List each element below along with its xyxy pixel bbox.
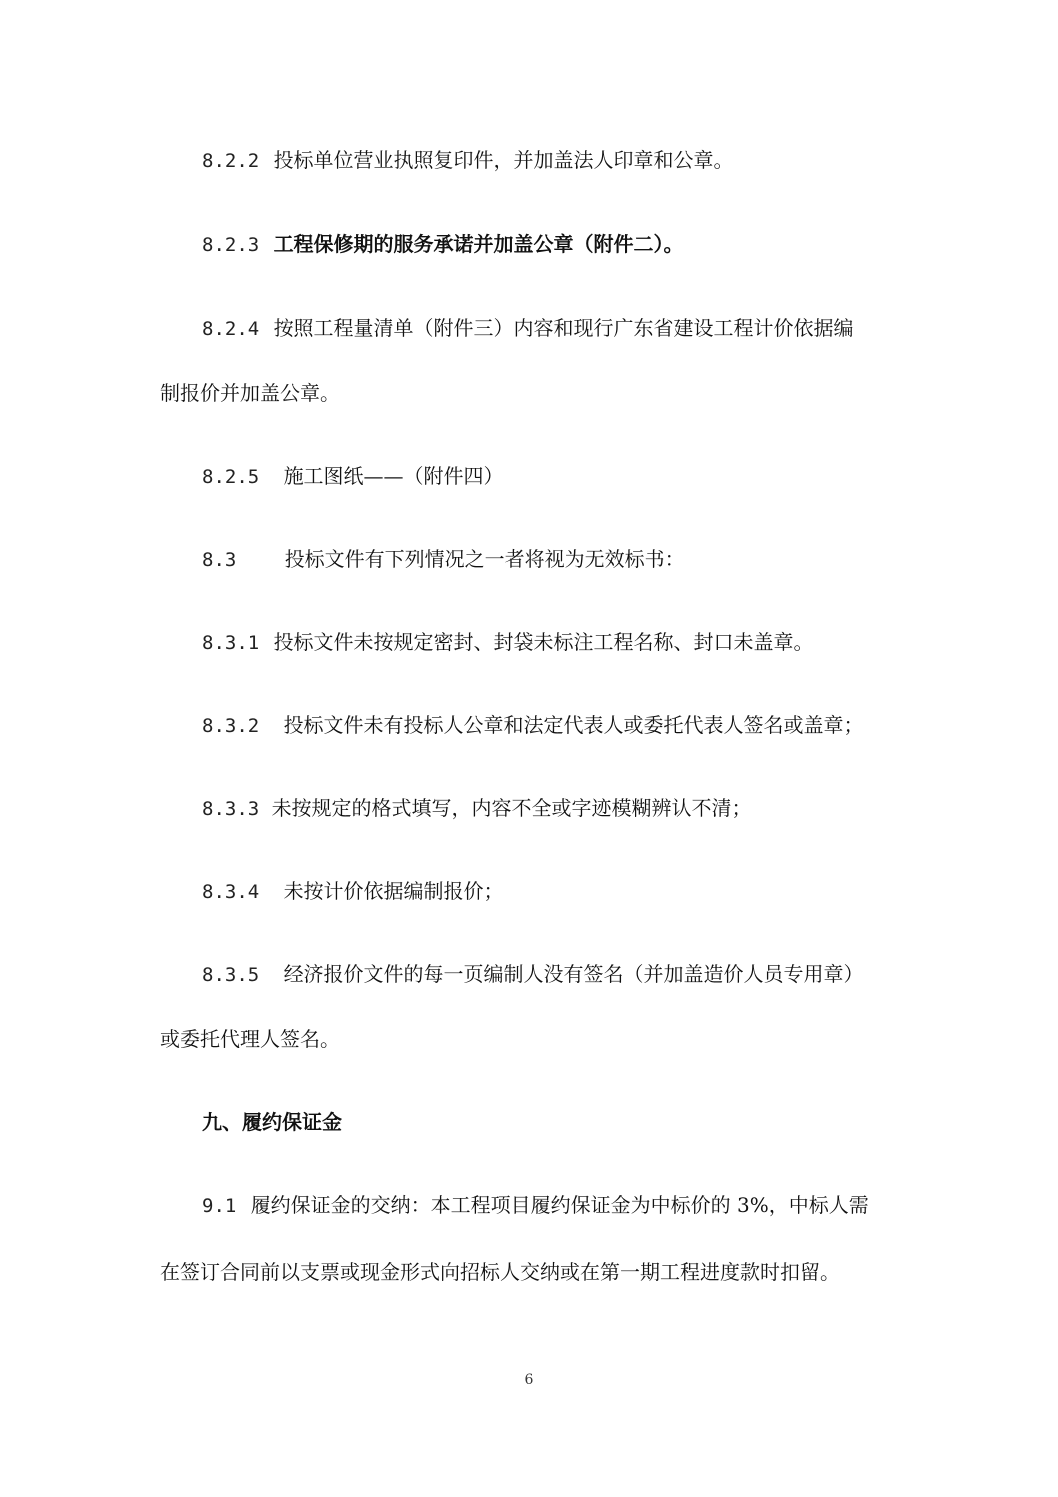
clause-8-3 <box>202 547 685 572</box>
clause-text: 经济报价文件的每一页编制人没有签名（并加盖造价人员专用章） <box>283 962 864 986</box>
clause-number: 9.1 <box>202 1195 237 1217</box>
clause-text: 工程保修期的服务承诺并加盖公章（附件二）。 <box>273 232 684 256</box>
clause-8-2-3 <box>202 232 684 257</box>
clause-8-2-4 <box>202 316 854 341</box>
clause-text: 施工图纸——（附件四） <box>283 464 504 488</box>
clause-9-1 <box>202 1193 869 1218</box>
clause-number: 8.2.5 <box>202 466 260 488</box>
clause-number: 8.3.1 <box>202 632 260 654</box>
clause-number: 8.2.4 <box>202 318 260 340</box>
clause-text: 投标单位营业执照复印件，并加盖法人印章和公章。 <box>273 148 734 172</box>
clause-text: 投标文件未按规定密封、封袋未标注工程名称、封口未盖章。 <box>273 630 814 654</box>
page-number: 6 <box>524 1372 534 1388</box>
clause-number: 8.2.3 <box>202 234 260 256</box>
clause-8-3-2 <box>202 713 864 738</box>
clause-text: 未按规定的格式填写，内容不全或字迹模糊辨认不清； <box>271 796 752 820</box>
clause-8-2-5 <box>202 464 504 489</box>
clause-8-3-3 <box>202 796 752 821</box>
clause-8-3-1 <box>202 630 814 655</box>
clause-text: 未按计价依据编制报价； <box>283 879 504 903</box>
clause-number: 8.3.4 <box>202 881 260 903</box>
clause-text: 投标文件有下列情况之一者将视为无效标书： <box>284 547 685 571</box>
clause-text: 履约保证金的交纳：本工程项目履约保证金为中标价的 3%，中标人需 <box>250 1193 869 1217</box>
clause-number: 8.2.2 <box>202 150 260 172</box>
clause-8-2-4-continuation: 制报价并加盖公章。 <box>160 381 340 405</box>
clause-number: 8.3 <box>202 549 237 571</box>
clause-9-1-continuation: 在签订合同前以支票或现金形式向招标人交纳或在第一期工程进度款时扣留。 <box>160 1260 840 1284</box>
clause-8-3-5 <box>202 962 864 987</box>
clause-number: 8.3.5 <box>202 964 260 986</box>
clause-number: 8.3.2 <box>202 715 260 737</box>
clause-8-3-5-continuation: 或委托代理人签名。 <box>160 1027 340 1051</box>
section-heading: 九、履约保证金 <box>202 1110 342 1134</box>
clause-8-3-4 <box>202 879 504 904</box>
clause-text: 按照工程量清单（附件三）内容和现行广东省建设工程计价依据编 <box>273 316 854 340</box>
clause-number: 8.3.3 <box>202 798 260 820</box>
clause-text: 投标文件未有投标人公章和法定代表人或委托代表人签名或盖章； <box>283 713 864 737</box>
clause-8-2-2 <box>202 148 734 173</box>
